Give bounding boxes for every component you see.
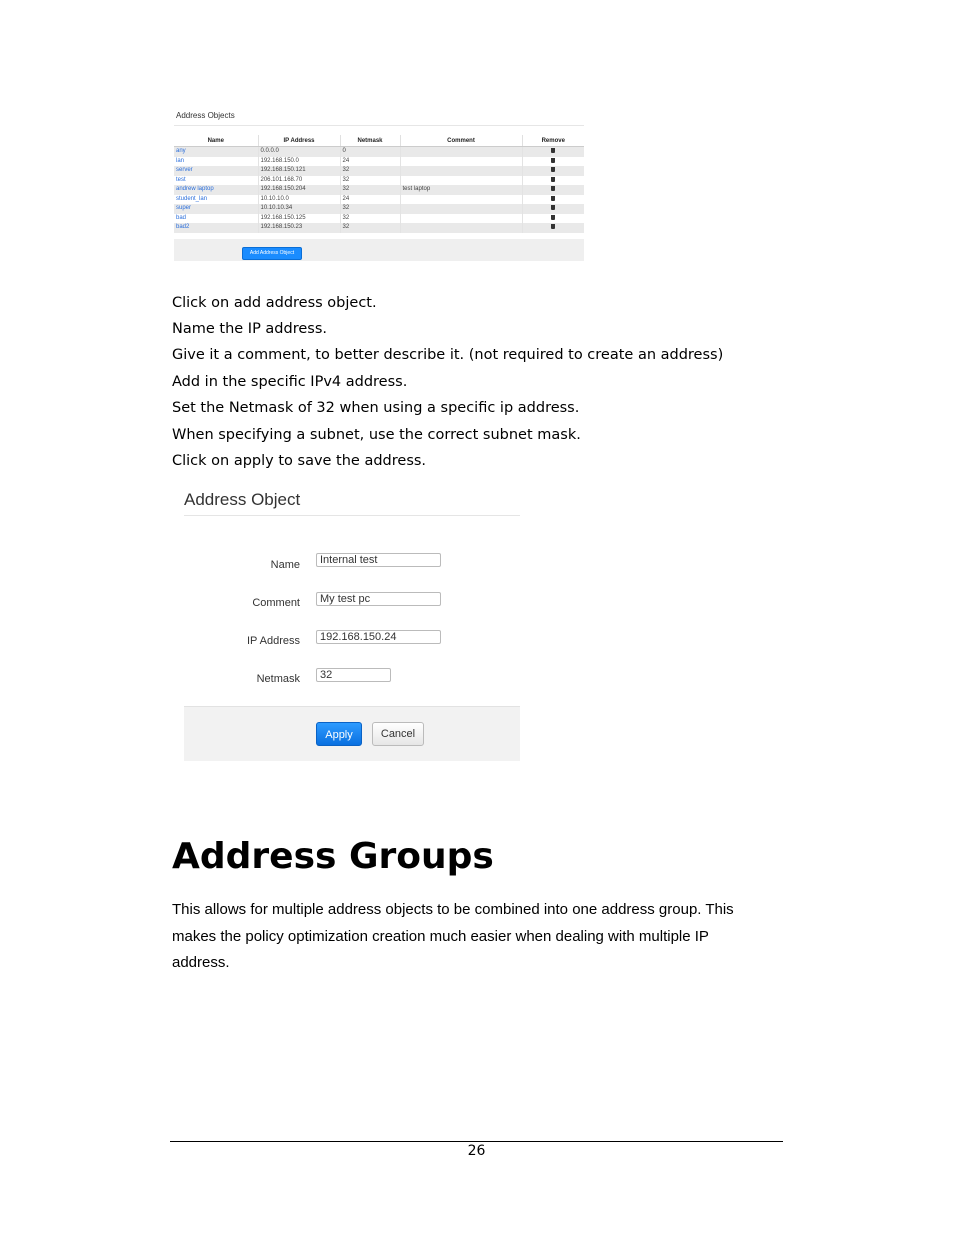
column-header-ip-address: IP Address xyxy=(258,135,340,147)
address-name-link[interactable]: any xyxy=(174,147,258,157)
netmask-cell: 24 xyxy=(340,157,400,167)
column-header-name: Name xyxy=(174,135,258,147)
form-title: Address Object xyxy=(184,490,301,509)
table-footer xyxy=(174,239,584,261)
remove-cell xyxy=(522,214,584,224)
address-name-link[interactable]: bad xyxy=(174,214,258,224)
ip-address-cell: 10.10.10.0 xyxy=(258,195,340,205)
address-name-link[interactable]: server xyxy=(174,166,258,176)
address-name-link[interactable]: bad2 xyxy=(174,223,258,233)
comment-cell xyxy=(400,195,522,205)
comment-cell xyxy=(400,157,522,167)
comment-cell: test laptop xyxy=(400,185,522,195)
remove-cell xyxy=(522,157,584,167)
trash-icon[interactable] xyxy=(551,215,555,220)
body-text-line: address. xyxy=(172,954,230,971)
section-heading: Address Groups xyxy=(172,836,494,877)
table-row xyxy=(174,204,584,214)
ip-address-cell: 206.101.168.70 xyxy=(258,176,340,186)
body-text-line: This allows for multiple address objects to be combined into one address group. This xyxy=(172,901,734,918)
table-row xyxy=(174,157,584,167)
netmask-cell: 32 xyxy=(340,166,400,176)
remove-cell xyxy=(522,185,584,195)
netmask-cell: 24 xyxy=(340,195,400,205)
address-objects-screenshot xyxy=(174,108,584,261)
comment-label: Comment xyxy=(252,597,300,609)
name-label: Name xyxy=(270,559,300,571)
trash-icon[interactable] xyxy=(551,186,555,191)
remove-cell xyxy=(522,223,584,233)
comment-cell xyxy=(400,166,522,176)
table-row xyxy=(174,223,584,233)
comment-cell xyxy=(400,176,522,186)
comment-cell xyxy=(400,147,522,157)
body-text-line: makes the policy optimization creation much easier when dealing with multiple IP xyxy=(172,928,709,945)
ip-address-input[interactable]: 192.168.150.24 xyxy=(316,630,441,644)
address-objects-table xyxy=(174,135,584,233)
remove-cell xyxy=(522,195,584,205)
column-header-netmask: Netmask xyxy=(340,135,400,147)
netmask-cell: 32 xyxy=(340,185,400,195)
ip-address-cell: 192.168.150.204 xyxy=(258,185,340,195)
table-row xyxy=(174,214,584,224)
ip-address-cell: 192.168.150.125 xyxy=(258,214,340,224)
remove-cell xyxy=(522,166,584,176)
comment-cell xyxy=(400,204,522,214)
instruction-line: When specifying a subnet, use the correct subnet mask. xyxy=(172,427,581,443)
netmask-label: Netmask xyxy=(256,673,300,685)
title-divider xyxy=(174,125,584,126)
instruction-line: Name the IP address. xyxy=(172,321,327,337)
address-name-link[interactable]: lan xyxy=(174,157,258,167)
instruction-line: Click on apply to save the address. xyxy=(172,453,427,469)
name-input[interactable]: Internal test xyxy=(316,553,441,567)
netmask-cell: 32 xyxy=(340,214,400,224)
trash-icon[interactable] xyxy=(551,177,555,182)
footer-rule xyxy=(170,1141,783,1142)
instruction-line: Give it a comment, to better describe it. (not required to create an address) xyxy=(172,347,724,363)
trash-icon[interactable] xyxy=(551,158,555,163)
table-row xyxy=(174,176,584,186)
page-number: 26 xyxy=(467,1143,486,1159)
remove-cell xyxy=(522,204,584,214)
apply-button[interactable]: Apply xyxy=(316,722,362,746)
column-header-comment: Comment xyxy=(400,135,522,147)
table-header-row xyxy=(174,135,584,147)
column-header-remove: Remove xyxy=(522,135,584,147)
netmask-cell: 0 xyxy=(340,147,400,157)
remove-cell xyxy=(522,176,584,186)
ip-address-label: IP Address xyxy=(247,635,300,647)
comment-cell xyxy=(400,223,522,233)
address-objects-title: Address Objects xyxy=(176,111,235,120)
ip-address-cell: 0.0.0.0 xyxy=(258,147,340,157)
comment-input[interactable]: My test pc xyxy=(316,592,441,606)
trash-icon[interactable] xyxy=(551,196,555,201)
trash-icon[interactable] xyxy=(551,167,555,172)
address-object-form-screenshot xyxy=(184,486,520,760)
add-address-object-button[interactable]: Add Address Object xyxy=(242,247,302,260)
remove-cell xyxy=(522,147,584,157)
instruction-line: Click on add address object. xyxy=(172,295,377,311)
netmask-cell: 32 xyxy=(340,204,400,214)
netmask-input[interactable]: 32 xyxy=(316,668,391,682)
netmask-cell: 32 xyxy=(340,223,400,233)
form-title-divider xyxy=(184,515,520,516)
netmask-cell: 32 xyxy=(340,176,400,186)
ip-address-cell: 192.168.150.121 xyxy=(258,166,340,176)
table-row xyxy=(174,195,584,205)
instruction-line: Add in the specific IPv4 address. xyxy=(172,374,408,390)
address-name-link[interactable]: super xyxy=(174,204,258,214)
comment-cell xyxy=(400,214,522,224)
table-row xyxy=(174,166,584,176)
trash-icon[interactable] xyxy=(551,205,555,210)
ip-address-cell: 192.168.150.0 xyxy=(258,157,340,167)
trash-icon[interactable] xyxy=(551,224,555,229)
instruction-line: Set the Netmask of 32 when using a specific ip address. xyxy=(172,400,580,416)
ip-address-cell: 192.168.150.23 xyxy=(258,223,340,233)
address-name-link[interactable]: test xyxy=(174,176,258,186)
ip-address-cell: 10.10.10.34 xyxy=(258,204,340,214)
cancel-button[interactable]: Cancel xyxy=(372,722,424,746)
address-name-link[interactable]: student_lan xyxy=(174,195,258,205)
address-name-link[interactable]: andrew laptop xyxy=(174,185,258,195)
form-footer xyxy=(184,706,520,761)
table-row xyxy=(174,185,584,195)
table-row xyxy=(174,147,584,157)
trash-icon[interactable] xyxy=(551,148,555,153)
